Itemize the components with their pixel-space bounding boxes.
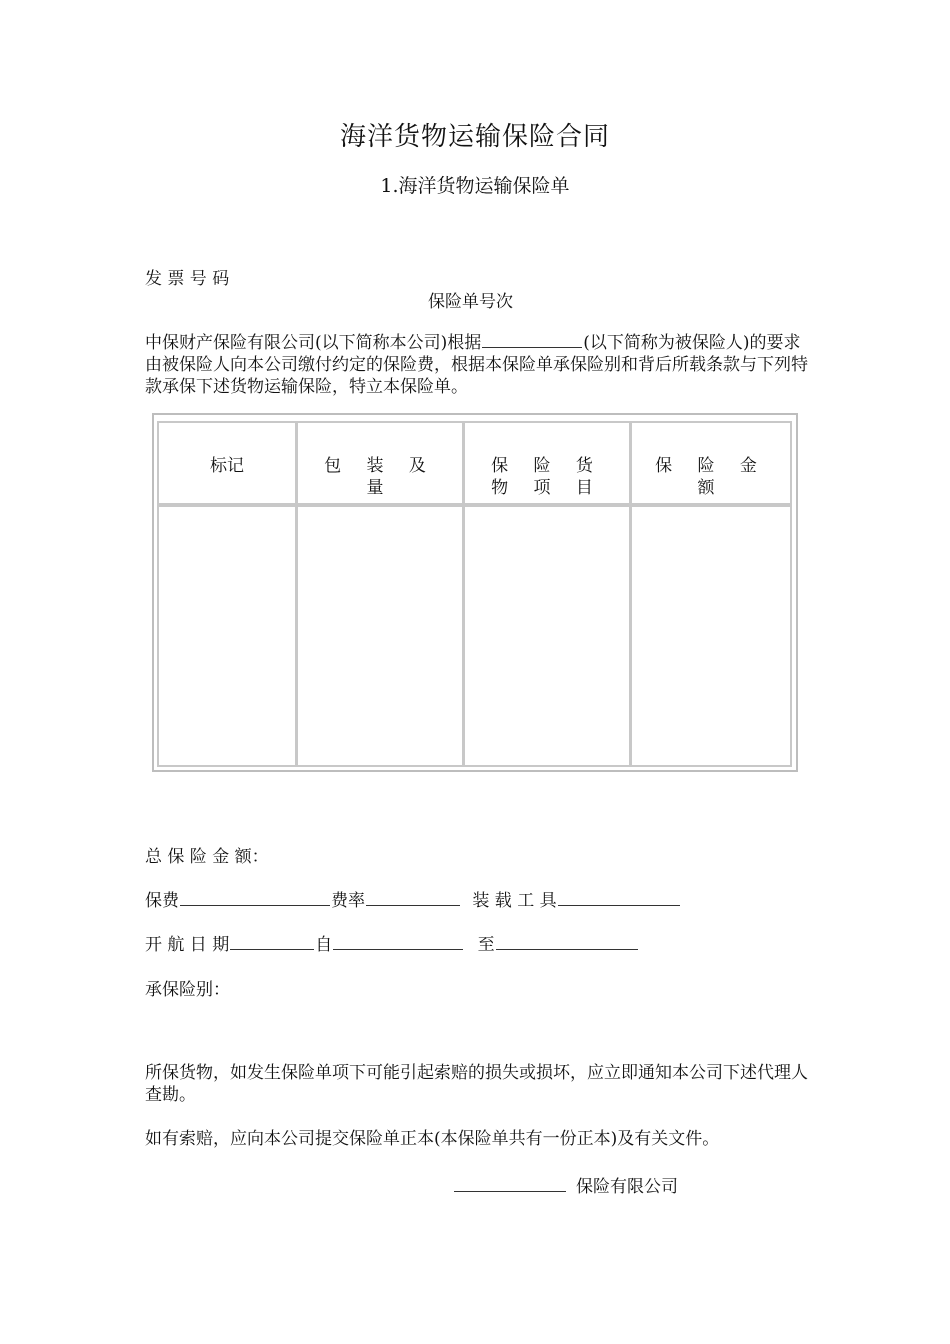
cargo-table (152, 413, 798, 772)
document-subtitle: 1.海洋货物运输保险单 (380, 175, 570, 197)
departure-date-blank[interactable] (230, 933, 314, 950)
company-name-blank[interactable] (454, 1175, 566, 1192)
conveyance-label: 装 载 工 具 (472, 891, 557, 911)
company-suffix: 保险有限公司 (576, 1177, 678, 1197)
rate-blank[interactable] (366, 889, 460, 906)
table-header-goods-description: 保 险 货 物 项 目 (463, 421, 631, 505)
from-blank[interactable] (333, 933, 463, 950)
table-header-insured-amount: 保 险 金 额 (630, 421, 792, 505)
table-cell-marks[interactable] (157, 505, 297, 767)
notice-paragraph: 所保货物，如发生保险单项下可能引起索赔的损失或损坏，应立即通知本公司下述代理人查勘。 (145, 1063, 808, 1105)
premium-blank[interactable] (180, 889, 330, 906)
premium-label: 保费 (145, 891, 179, 911)
to-label: 至 (477, 935, 495, 955)
from-label: 自 (315, 935, 333, 955)
table-cell-insured-amount[interactable] (630, 505, 792, 767)
coverage-label: 承保险别： (145, 980, 230, 1000)
claim-paragraph: 如有索赔，应向本公司提交保险单正本(本保险单共有一份正本)及有关文件。 (145, 1129, 720, 1149)
intro-text-part2: (以下简称为被保险人)的要求由被保险人向本公司缴付约定的保险费，根据本保险单承保险别和背后所载条款与下列特款承保下述货物运输保险，特立本保险单。 (145, 333, 808, 397)
invoice-number-label: 发 票 号 码 (145, 269, 230, 289)
company-signature-line (453, 1172, 678, 1197)
premium-line (145, 886, 681, 911)
to-blank[interactable] (496, 933, 638, 950)
conveyance-blank[interactable] (558, 889, 680, 906)
table-cell-packing-quantity[interactable] (296, 505, 464, 767)
intro-text-part1: 中保财产保险有限公司(以下简称本公司)根据 (145, 333, 482, 353)
insured-name-blank[interactable] (482, 331, 582, 348)
departure-line (145, 930, 639, 955)
table-header-marks: 标记 (157, 421, 297, 505)
total-insured-amount-label: 总 保 险 金 额： (145, 847, 269, 867)
policy-number-label: 保险单号次 (428, 292, 513, 312)
table-header-packing-quantity: 包 装 及 量 (296, 421, 464, 505)
table-cell-goods-description[interactable] (463, 505, 631, 767)
departure-date-label: 开 航 日 期 (145, 935, 230, 955)
document-title: 海洋货物运输保险合同 (339, 122, 610, 152)
rate-label: 费率 (331, 891, 365, 911)
intro-paragraph (145, 331, 810, 398)
